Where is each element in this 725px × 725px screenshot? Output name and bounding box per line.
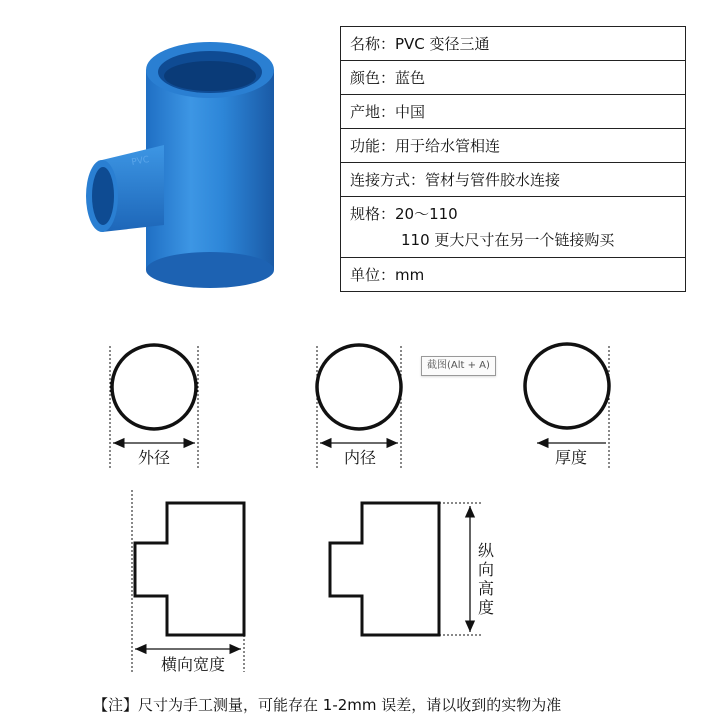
vertical-height-char-3: 高: [477, 579, 495, 598]
inner-diameter-label: 内径: [343, 448, 377, 467]
thickness-label: 厚度: [554, 448, 588, 467]
spec-unit: 单位：mm: [341, 258, 686, 292]
screenshot-tooltip: 截图(Alt + A): [421, 356, 496, 376]
spec-size-line1: 规格：20～110: [350, 205, 458, 223]
outer-diameter-label: 外径: [137, 448, 171, 467]
horizontal-width-diagram: [132, 490, 244, 674]
spec-color: 颜色：蓝色: [341, 61, 686, 95]
vertical-height-char-1: 纵: [477, 541, 495, 560]
inner-diameter-diagram: [317, 345, 401, 470]
inner-diameter-circle: [317, 345, 401, 429]
vertical-height-diagram: [330, 503, 494, 635]
spec-function: 功能：用于给水管相连: [341, 129, 686, 163]
spec-origin: 产地：中国: [341, 95, 686, 129]
outer-diameter-circle: [112, 345, 196, 429]
thickness-diagram: [525, 344, 609, 470]
horizontal-width-label: 横向宽度: [160, 655, 226, 674]
measurement-note: 【注】尺寸为手工测量，可能存在 1-2mm 误差，请以收到的实物为准: [93, 696, 562, 714]
tee-outline-left: [135, 503, 244, 635]
spec-size-line2: 110 更大尺寸在另一个链接购买: [401, 231, 615, 249]
spec-connection: 连接方式：管材与管件胶水连接: [341, 163, 686, 197]
spec-name: 名称：PVC 变径三通: [341, 27, 686, 61]
tee-outline-right: [330, 503, 439, 635]
outer-diameter-diagram: [110, 345, 198, 470]
svg-text:PVC: PVC: [130, 155, 151, 168]
thickness-circle: [525, 344, 609, 428]
vertical-height-char-2: 向: [477, 560, 495, 579]
vertical-height-char-4: 度: [477, 598, 495, 617]
